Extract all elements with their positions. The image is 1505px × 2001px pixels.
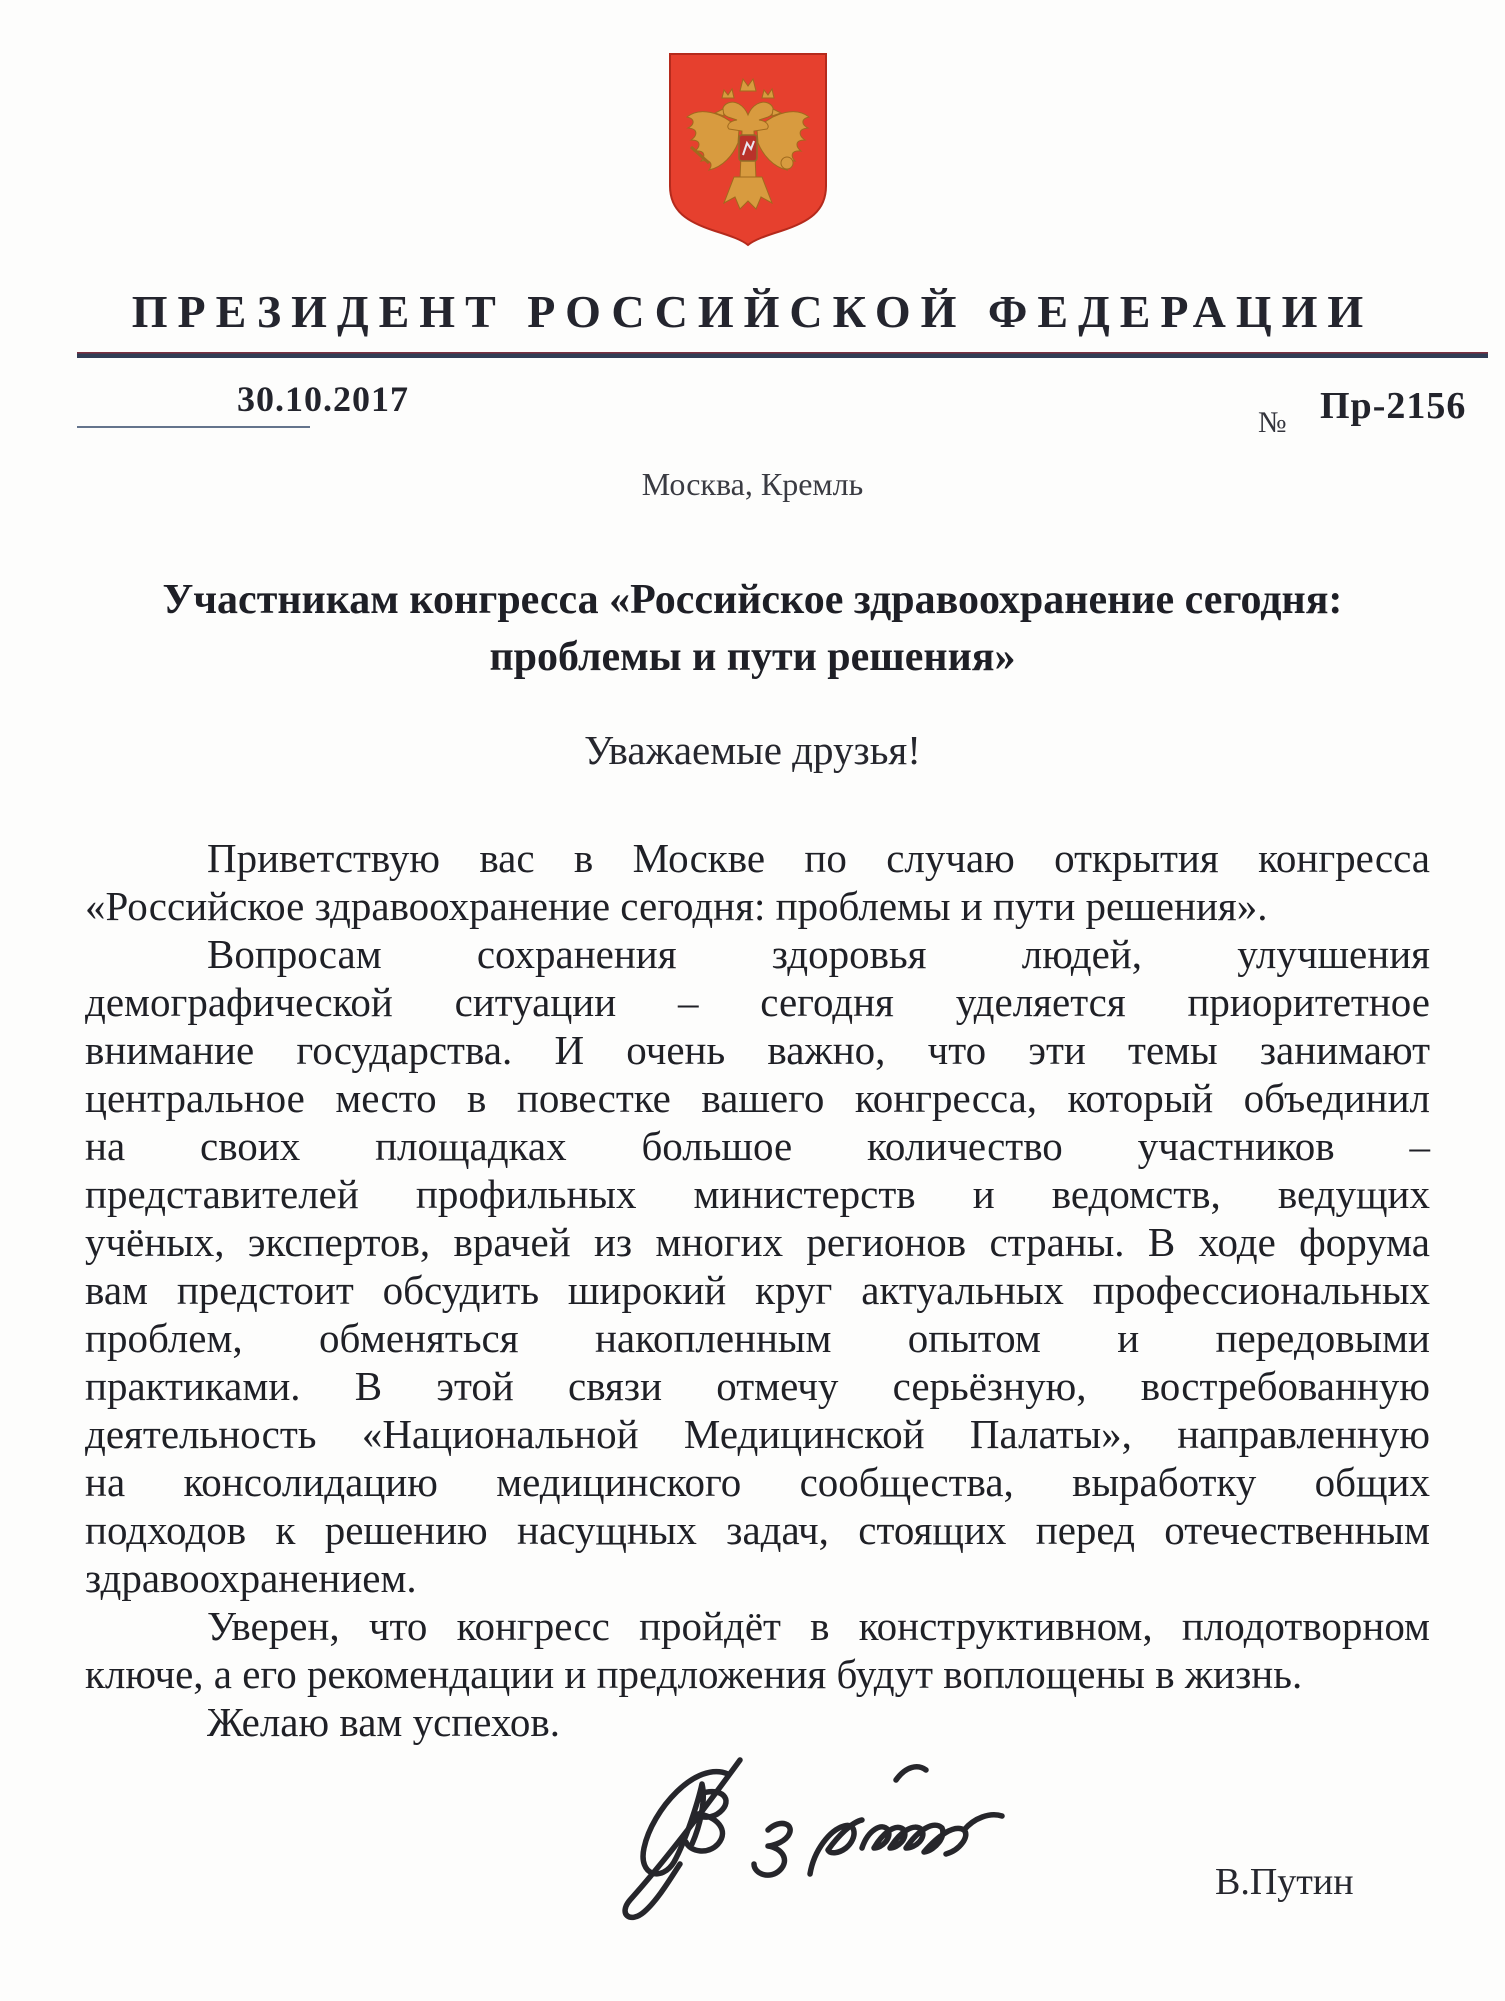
body-line: центральное место в повестке вашего конгресса, который объединил [85,1075,1430,1121]
handwritten-signature [600,1752,1070,1942]
body-line: подходов к решению насущных задач, стоящих перед отечественным [85,1507,1430,1553]
addressee-block [80,572,1425,686]
body-line: на своих площадках большое количество участников – [85,1123,1430,1169]
body-line: «Российское здравоохранение сегодня: проблемы и пути решения». [85,883,1268,929]
body-line: здравоохранением. [85,1555,417,1601]
addressee-line-2: проблемы и пути решения» [489,634,1016,680]
signer-name: В.Путин [1215,1861,1354,1903]
letter-place: Москва, Кремль [641,466,864,502]
letter-body [85,834,1430,1746]
body-line: на консолидацию медицинского сообщества, выработку общих [85,1459,1430,1505]
date-underline [77,426,310,428]
body-line: внимание государства. И очень важно, что эти темы занимают [85,1027,1430,1073]
body-line: вам предстоит обсудить широкий круг актуальных профессиональных [85,1267,1430,1313]
body-line: Вопросам сохранения здоровья людей, улучшения [207,931,1430,977]
letter-date: 30.10.2017 [237,379,409,419]
body-line: Уверен, что конгресс пройдёт в конструктивном, плодотворном [207,1603,1430,1649]
number-sign: № [1258,406,1287,439]
body-line: ключе, а его рекомендации и предложения будут воплощены в жизнь. [85,1651,1303,1697]
body-line: Приветствую вас в Москве по случаю открытия конгресса [207,835,1430,881]
body-line: Желаю вам успехов. [207,1699,560,1745]
body-line: представителей профильных министерств и ведомств, ведущих [85,1171,1430,1217]
letterhead-title: ПРЕЗИДЕНТ РОССИЙСКОЙ ФЕДЕРАЦИИ [131,286,1374,337]
body-line: учёных, экспертов, врачей из многих регионов страны. В ходе форума [85,1219,1430,1265]
letter-number: Пр-2156 [1320,385,1467,427]
body-line: практиками. В этой связи отмечу серьёзную, востребованную [85,1363,1430,1409]
body-line: демографической ситуации – сегодня уделяется приоритетное [85,979,1430,1025]
russian-coat-of-arms-icon [663,50,833,248]
salutation: Уважаемые друзья! [584,727,921,773]
body-line: проблем, обменяться накопленным опытом и передовыми [85,1315,1430,1361]
addressee-line-1: Участникам конгресса «Российское здравоохранение сегодня: [162,577,1343,623]
body-line: деятельность «Национальной Медицинской Палаты», направленную [85,1411,1430,1457]
letterhead-rule [77,352,1488,358]
